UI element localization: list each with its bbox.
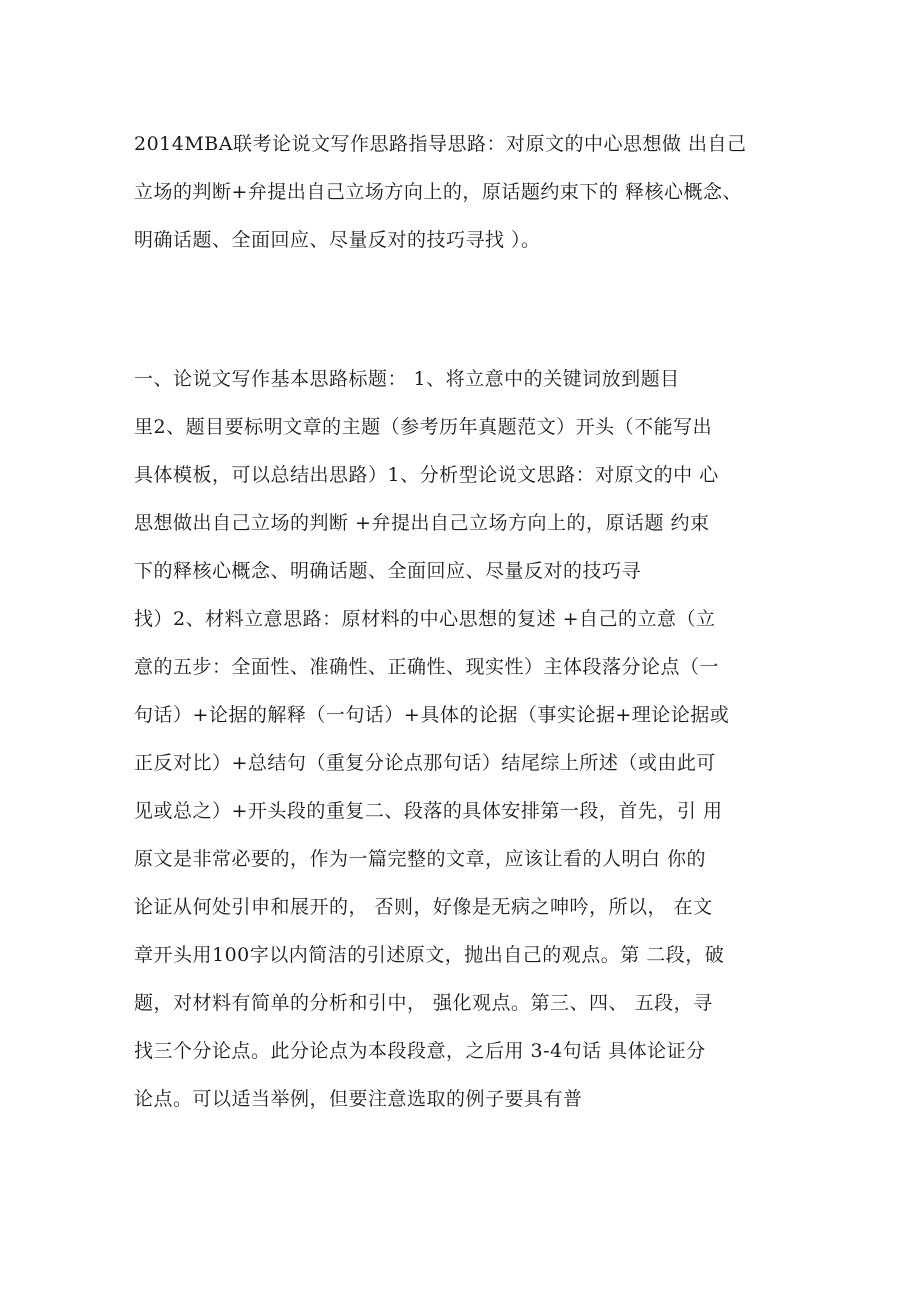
text-line: 立场的判断+弁提出自己立场方向上的，原话题约束下的 释核心概念、 [134,181,742,203]
text-line: 正反对比）+总结句（重复分论点那句话）结尾综上所述（或由此可 [134,752,716,774]
text-line: 2014MBA联考论说文写作思路指导思路：对原文的中心思想做 出自己 [134,133,747,155]
text-line: 思想做出自己立场的判断 +弁提出自己立场方向上的，原话题 约束 [134,512,710,534]
text-line: 下的释核心概念、明确话题、全面回应、尽量反对的技巧寻 [134,560,642,582]
text-line: 见或总之）+开头段的重复二、段落的具体安排第一段，首先，引 用 [134,800,723,822]
text-line: 意的五步：全面性、准确性、正确性、现实性）主体段落分论点（一 [134,656,720,678]
text-line: 论点。可以适当举例，但要注意选取的例子要具有普 [134,1088,583,1110]
text-line: 一、论说文写作基本思路标题： 1、将立意中的关键词放到题目 [134,368,680,390]
text-line: 论证从何处引申和展开的， 否则，好像是无病之呻吟，所以， 在文 [134,896,713,918]
text-line: 具体模板，可以总结出思路）1、分析型论说文思路：对原文的中 心 [134,464,719,486]
text-line: 明确话题、全面回应、尽量反对的技巧寻找 ）。 [134,229,541,251]
text-line: 里2、题目要标明文章的主题（参考历年真题范文）开头（不能写出 [134,416,713,438]
intro-paragraph [134,120,834,264]
text-line: 题，对材料有简单的分析和引中， 强化观点。第三、四、 五段，寻 [134,992,713,1014]
text-line: 找三个分论点。此分论点为本段段意，之后用 3-4句话 具体论证分 [134,1040,706,1062]
text-line: 章开头用100字以内简洁的引述原文，抛出自己的观点。第 二段，破 [134,944,725,966]
text-line: 原文是非常必要的，作为一篇完整的文章，应该让看的人明白 你的 [134,848,707,870]
text-line: 找）2、材料立意思路：原材料的中心思想的复述 +自己的立意（立 [134,608,716,630]
text-line: 句话）+论据的解释（一句话）+具体的论据（事实论据+理论论据或 [134,704,730,726]
body-paragraph [134,355,834,1123]
